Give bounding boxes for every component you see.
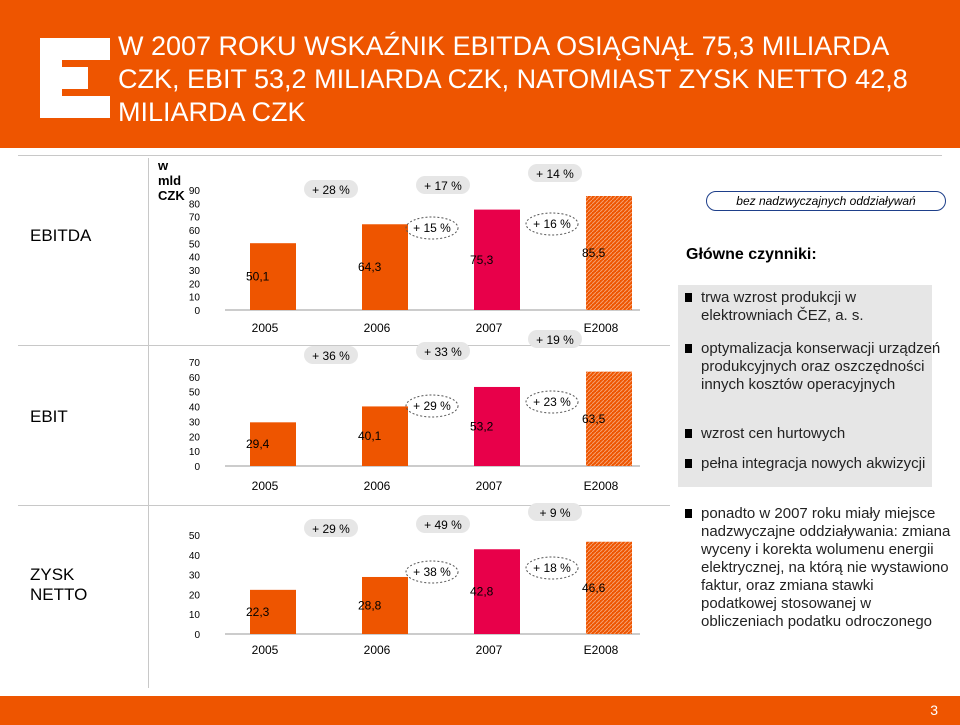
y-tick-label: 40 [188,550,200,562]
page-number: 3 [930,702,938,718]
y-tick-label: 70 [188,212,200,224]
growth-label: + 16 % [533,217,571,231]
bar-value-label: 22,3 [246,604,270,619]
x-category-label: 2007 [475,321,503,335]
bullet-item: pełna integracja nowych akwizycji [685,455,951,473]
y-tick-label: 30 [188,570,200,582]
bar-value-label: 29,4 [246,437,270,452]
y-tick-label: 20 [188,432,200,444]
y-tick-label: 50 [188,531,200,542]
x-category-label: 2006 [363,321,391,335]
y-tick-label: 80 [188,199,200,211]
bar-value-label: 46,6 [582,580,606,595]
unit-label: w mld CZK [158,158,185,203]
x-category-label: E2008 [583,643,619,657]
y-tick-label: 10 [188,447,200,459]
footer-bar [0,696,960,725]
y-tick-label: 30 [188,266,200,277]
bullet-item: optymalizacja konserwacji urządzeń produkcyjnych oraz oszczędności innych kosztów operacyjnych [685,340,951,394]
row-label-ebit: EBIT [30,407,68,426]
row-label-zysk: ZYSK NETTO [30,565,88,604]
bar-value-label: 42,8 [470,584,494,599]
x-category-label: 2005 [251,643,279,657]
y-tick-label: 50 [188,387,200,399]
growth-label: + 29 % [413,399,451,413]
y-tick-label: 0 [194,630,200,641]
growth-label: + 14 % [536,167,574,181]
x-category-label: E2008 [583,321,619,335]
row-label-ebitda: EBITDA [30,226,92,245]
bar-value-label: 63,5 [582,411,606,426]
y-tick-label: 20 [188,279,200,291]
y-tick-label: 40 [188,402,200,414]
y-tick-label: 50 [188,239,200,251]
bullet-item: ponadto w 2007 roku miały miejsce nadzwyczajne oddziaływania: zmiana wyceny i korekta wolumenu energii elektrycznej, na którą nie wystawiono faktur, oraz zmiana stawki podatkowej stosowanej w obliczeniach podatku odroczonego [685,505,951,631]
y-tick-label: 40 [188,252,200,264]
bullet-item: trwa wzrost produkcji w elektrowniach ČEZ, a. s. [685,289,951,325]
x-category-label: 2005 [251,321,279,335]
bar-value-label: 50,1 [246,269,270,284]
x-category-label: E2008 [583,479,619,493]
x-category-label: 2007 [475,643,503,657]
growth-label: + 38 % [413,565,451,579]
factors-title: Główne czynniki: [686,246,817,263]
y-tick-label: 70 [188,358,200,369]
y-tick-label: 90 [188,186,200,197]
growth-label: + 36 % [312,349,350,363]
bar-value-label: 53,2 [470,419,494,434]
bar-value-label: 28,8 [358,598,382,613]
growth-label: + 23 % [533,395,571,409]
bar-value-label: 75,3 [470,252,494,267]
x-category-label: 2006 [363,643,391,657]
growth-label: + 17 % [424,179,462,193]
y-tick-label: 60 [188,226,200,237]
x-category-label: 2006 [363,479,391,493]
y-tick-label: 20 [188,590,200,602]
growth-label: + 19 % [536,333,574,347]
growth-label: + 33 % [424,345,462,359]
growth-label: + 18 % [533,561,571,575]
y-tick-label: 0 [194,306,200,317]
x-category-label: 2005 [251,479,279,493]
y-tick-label: 30 [188,417,200,429]
y-tick-label: 60 [188,372,200,384]
note-badge: bez nadzwyczajnych oddziaływań [706,191,946,211]
growth-label: + 29 % [312,522,350,536]
page-title: W 2007 ROKU WSKAŹNIK EBITDA OSIĄGNĄŁ 75,3 MILIARDA CZK, EBIT 53,2 MILIARDA CZK, NATOMIAST ZYSK NETTO 42,8 MILIARDA CZK [118,31,908,127]
growth-label: + 15 % [413,221,451,235]
growth-label: + 28 % [312,183,350,197]
bar-value-label: 64,3 [358,260,382,275]
y-tick-label: 0 [194,462,200,473]
bar-value-label: 85,5 [582,246,606,260]
y-tick-label: 10 [188,610,200,622]
y-tick-label: 10 [188,292,200,304]
x-category-label: 2007 [475,479,503,493]
growth-label: + 49 % [424,518,462,532]
bullet-item: wzrost cen hurtowych [685,425,951,443]
bar-value-label: 40,1 [358,429,382,444]
growth-label: + 9 % [539,506,571,520]
